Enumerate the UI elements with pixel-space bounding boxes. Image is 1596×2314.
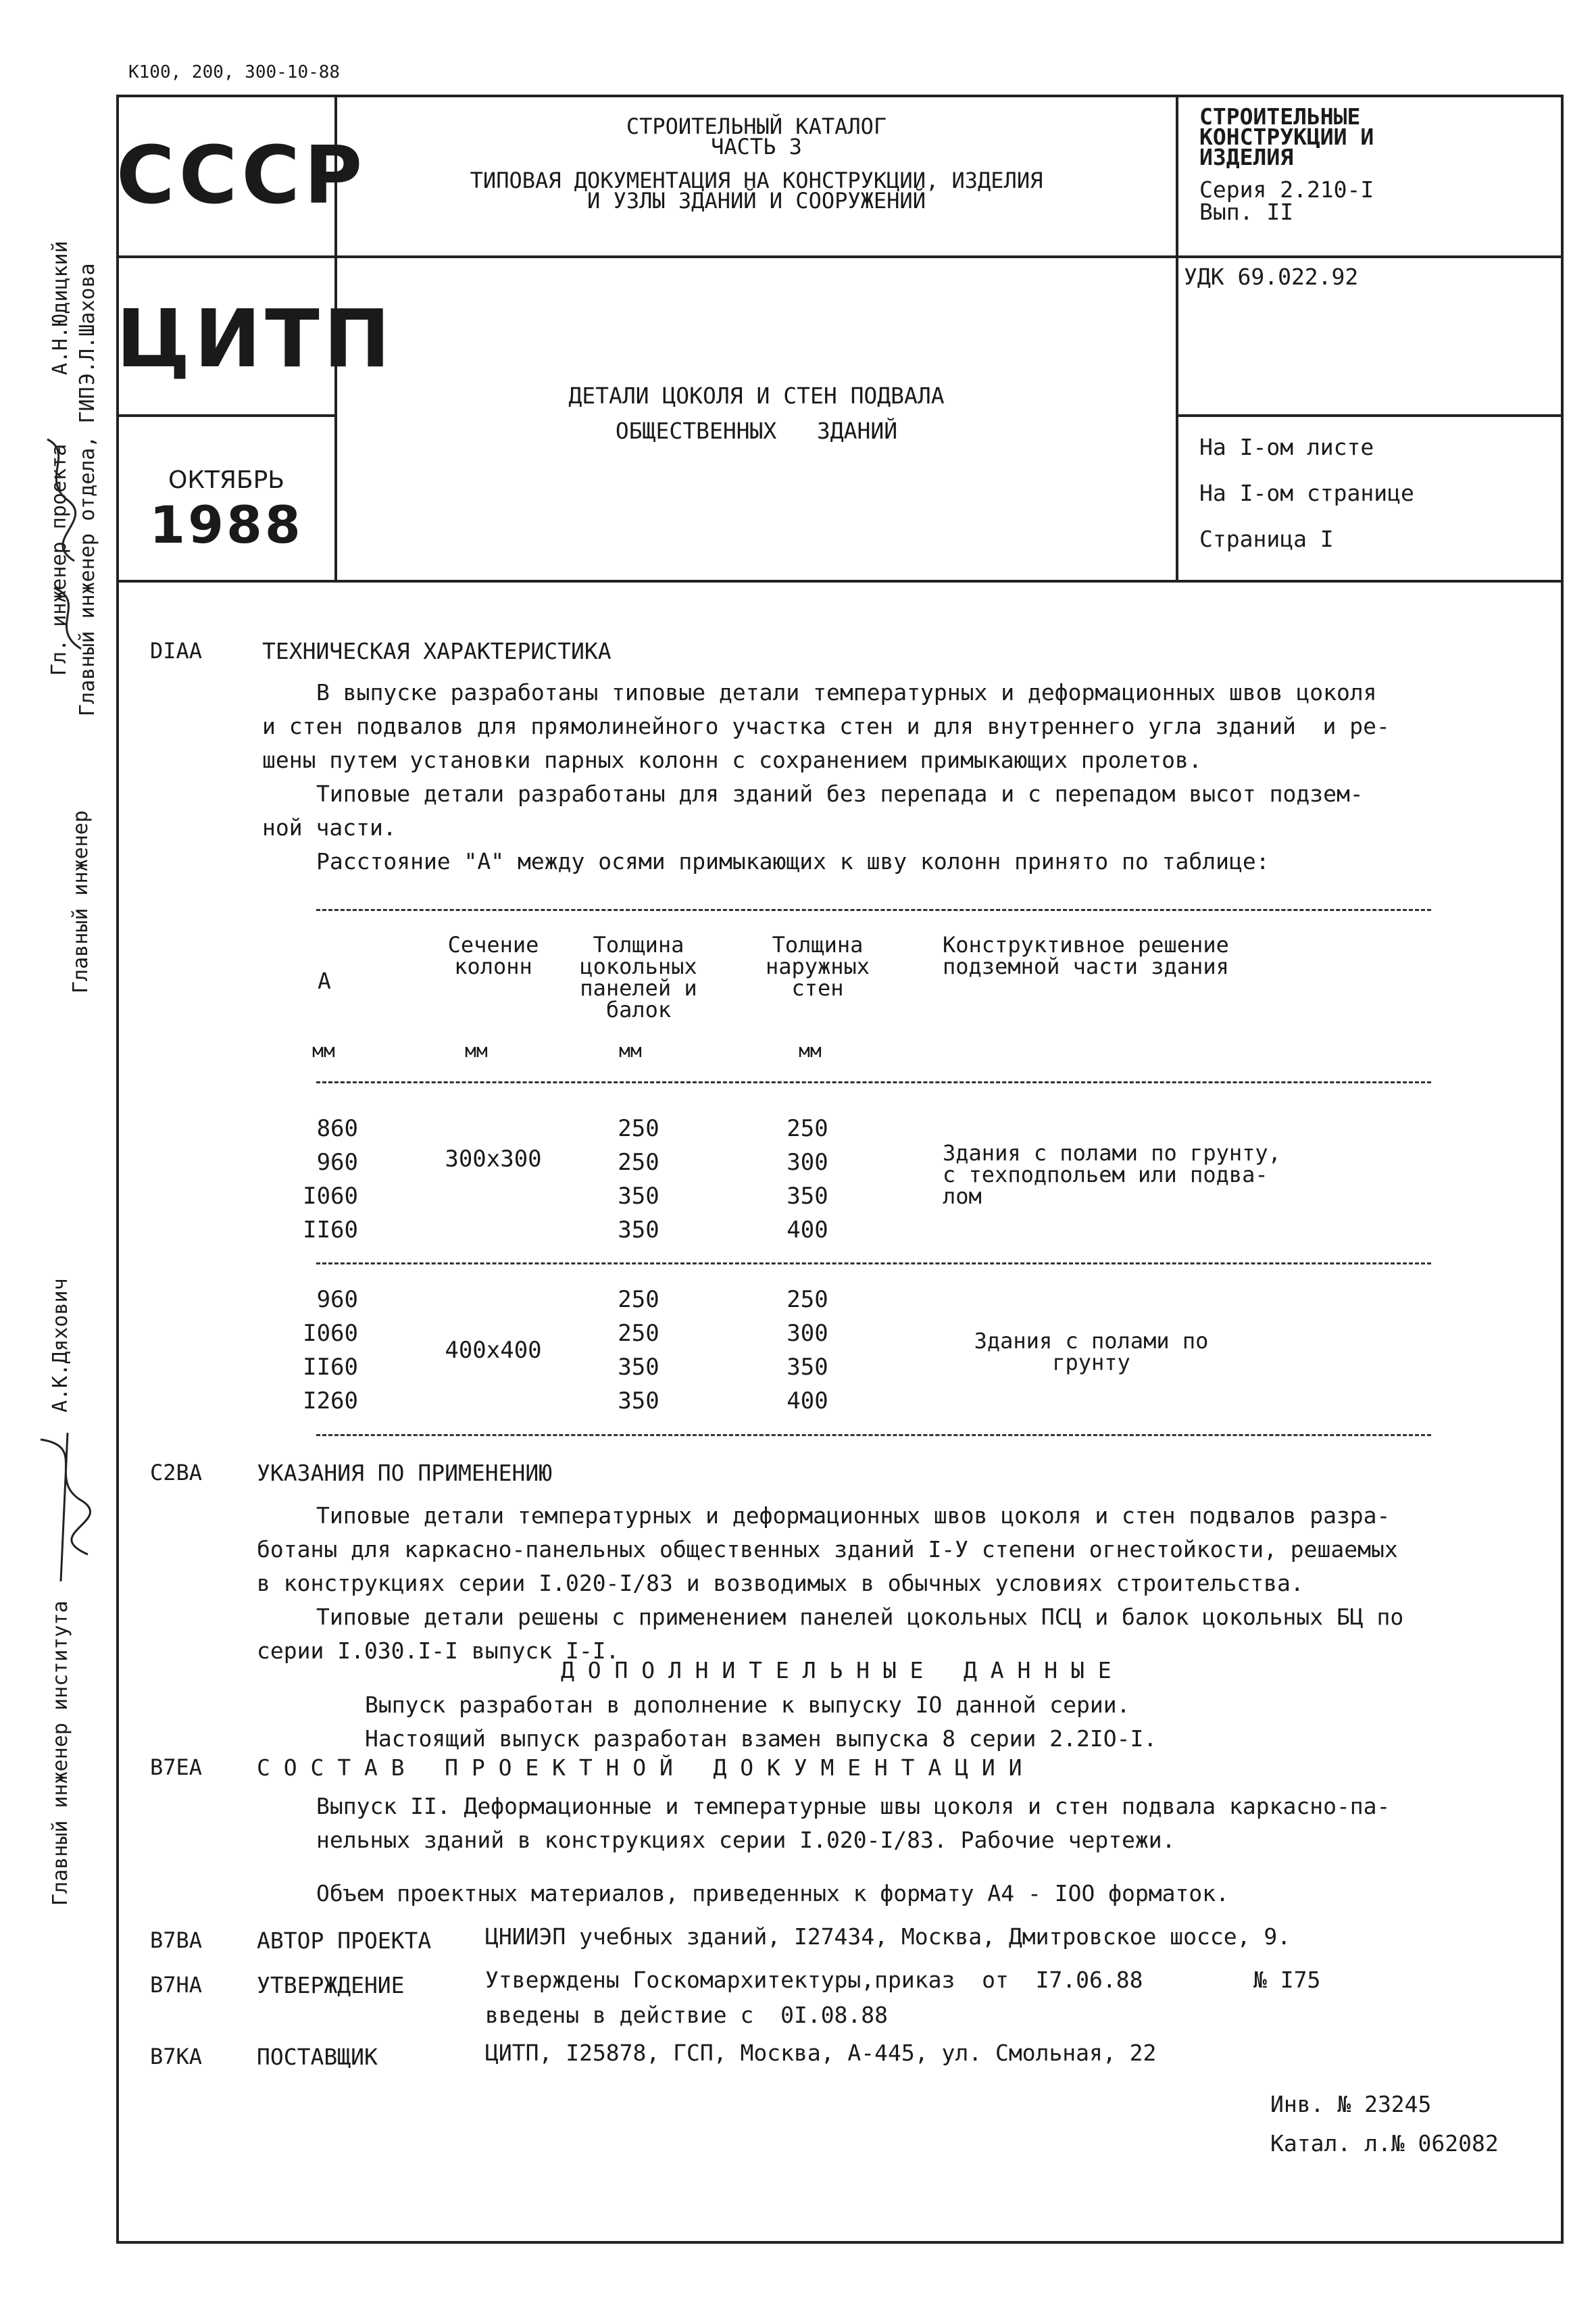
unit-label: мм [799,1039,822,1062]
side-label-dept-engineer: Главный инженер отдела, ГИП [76,387,99,716]
sheet-info-line: На I-ом странице [1199,480,1414,506]
group2-section: 400x400 [445,1337,542,1364]
text-line: ной части. [262,814,397,841]
table-cell: 250 [618,1320,659,1347]
section-code: B7KA [150,2044,203,2069]
sheet-info-line: Страница I [1199,526,1334,552]
group1-panels [588,1112,689,1247]
author-label: АВТОР ПРОЕКТА [257,1927,432,1954]
text-line: в конструкциях серии I.020-I/83 и возводимых в обычных условиях строительства. [257,1570,1304,1596]
side-name-shakhova: Э.Л.Шахова [76,263,99,385]
title-line: ДЕТАЛИ ЦОКОЛЯ И СТЕН ПОДВАЛА [568,383,945,409]
signature-top [27,426,115,683]
table-cell: 250 [787,1115,828,1142]
table-cell: 350 [618,1216,659,1244]
signature-bottom [27,1419,115,1595]
text-line: Типовые детали разработаны для зданий без перепада и с перепадом высот подзем- [316,781,1364,807]
table-cell: 250 [618,1115,659,1142]
document-code: К100, 200, 300-10-88 [128,62,341,82]
text-line: Типовые детали решены с применением панелей цокольных ПСЦ и балок цокольных БЦ по [316,1604,1404,1630]
date-month: ОКТЯБРЬ [168,466,284,494]
sheet-info-line: На I-ом листе [1199,434,1374,460]
citp-label: ЦИТП [116,292,395,385]
group1-walls [757,1112,858,1247]
table-header-solution: Конструктивное решение подземной части здания [943,932,1229,979]
table-cell: 960 [316,1149,358,1176]
table-rule [316,1262,1431,1264]
text-line: серии I.030.I-I выпуск I-I. [257,1638,620,1664]
unit-label: мм [312,1039,335,1062]
tech-paragraph [262,676,1390,879]
table-header-section: Сечение колонн [447,932,539,979]
group2-panels [588,1283,689,1418]
text-line: В выпуске разработаны типовые детали температурных и деформационных швов цоколя [316,679,1377,706]
table-cell: 400 [787,1387,828,1414]
section-title: ТЕХНИЧЕСКАЯ ХАРАКТЕРИСТИКА [262,638,612,664]
table-cell: I060 [303,1183,358,1210]
category-box [1199,103,1551,225]
text-line: Расстояние "А" между осями примыкающих к шву колонн принято по таблице: [316,848,1270,875]
udk-code: УДК 69.022.92 [1184,264,1359,290]
approval-order-number: № I75 [1253,1967,1321,1993]
table-cell: 250 [618,1286,659,1313]
title-line: ОБЩЕСТВЕННЫХ ЗДАНИЙ [615,418,898,444]
additional-paragraph [365,1688,1157,1756]
issue-number: Вып. II [1199,199,1294,225]
document-title [337,378,1176,449]
sheet-info [1199,434,1414,572]
category-line: ИЗДЕЛИЯ [1199,144,1294,170]
text-line: Настоящий выпуск разработан взамен выпуска 8 серии 2.2IO-I. [365,1725,1157,1752]
supplier-value: ЦИТП, I25878, ГСП, Москва, А-445, ул. Смольная, 22 [485,2040,1157,2066]
table-cell: 300 [787,1320,828,1347]
frame-left [116,95,119,2244]
side-label-project-engineer: Гл. инженер проекта [47,443,71,676]
group2-a-values [291,1283,358,1418]
table-cell: 350 [618,1387,659,1414]
section-title: С О С Т А В П Р О Е К Т Н О Й Д О К У М Е Н Т А Ц И И [257,1754,1022,1781]
table-cell: 350 [787,1183,828,1210]
group1-a-values [291,1112,358,1247]
frame-bottom [116,2241,1564,2244]
category-line: СТРОИТЕЛЬНЫЕ [1199,103,1361,130]
approval-value: Утверждены Госкомархитектуры,приказ от I7.06.88 [485,1967,1143,1993]
table-header-panels: Толщина цокольных панелей и балок [580,932,697,1023]
side-label-chief-engineer: Главный инженер [69,810,93,993]
unit-label: мм [465,1039,488,1062]
text-line: ботаны для каркасно-панельных общественных зданий I-У степени огнестойкости, решаемых [257,1536,1398,1562]
volume-line: Объем проектных материалов, приведенных к формату А4 - IOO форматок. [316,1880,1230,1906]
table-cell: 300 [787,1149,828,1176]
table-cell: 400 [787,1216,828,1244]
category-line: КОНСТРУКЦИИ И [1199,124,1374,150]
header-row-rule-3 [1176,414,1564,417]
catalog-sheet-number: Катал. л.№ 062082 [1270,2130,1499,2157]
section-code: DIAA [150,638,203,664]
table-cell: 960 [316,1286,358,1313]
additional-title: Д О П О Л Н И Т Е Л Ь Н Ы Е Д А Н Н Ы Е [561,1657,1112,1683]
catalog-line: И УЗЛЫ ЗДАНИЙ И СООРУЖЕНИЙ [587,188,926,214]
group2-walls [757,1283,858,1418]
application-paragraph [257,1499,1403,1668]
supplier-label: ПОСТАВЩИК [257,2044,378,2070]
author-value: ЦНИИЭП учебных зданий, I27434, Москва, Дмитровское шоссе, 9. [485,1923,1291,1950]
table-cell: II60 [303,1216,358,1244]
side-name-yuditsky: А.Н.Юдицкий [49,241,72,375]
catalog-line: ЧАСТЬ 3 [711,134,802,159]
section-title: УКАЗАНИЯ ПО ПРИМЕНЕНИЮ [257,1460,553,1486]
catalog-line: ТИПОВАЯ ДОКУМЕНТАЦИЯ НА КОНСТРУКЦИИ, ИЗДЕЛИЯ [470,168,1043,193]
table-cell: 250 [618,1149,659,1176]
header-col-rule-2 [1176,95,1178,581]
text-line: Типовые детали температурных и деформационных швов цоколя и стен подвалов разра- [316,1502,1391,1529]
group2-solution: Здания с полами по грунту [974,1328,1209,1375]
table-header-a: А [318,968,331,994]
inventory-number: Инв. № 23245 [1270,2091,1432,2117]
table-rule [316,909,1431,911]
text-line: Выпуск II. Деформационные и температурные швы цоколя и стен подвала каркасно-па- [316,1793,1391,1819]
series-number: Серия 2.210-I [1199,176,1374,203]
header-bottom-rule [116,580,1564,583]
approval-label: УТВЕРЖДЕНИЕ [257,1972,405,1998]
approval-effective: введены в действие с 0I.08.88 [485,2002,889,2028]
section-code: B7HA [150,1972,203,1998]
header-row-rule-2 [116,414,336,417]
composition-paragraph [316,1790,1390,1857]
table-header-walls: Толщина наружных стен [765,932,870,1001]
table-cell: 860 [316,1115,358,1142]
side-name-dyakhovich: А.К.Дяхович [49,1278,72,1412]
catalog-heading [337,114,1176,214]
group1-section: 300x300 [445,1146,542,1173]
ussr-label: СССР [116,128,367,222]
unit-label: мм [619,1039,642,1062]
table-cell: II60 [303,1354,358,1381]
text-line: Выпуск разработан в дополнение к выпуску IO данной серии. [365,1692,1130,1718]
table-cell: 250 [787,1286,828,1313]
section-code: C2BA [150,1460,203,1485]
side-label-institute-engineer: Главный инженер института [49,1600,72,1906]
table-cell: 350 [787,1354,828,1381]
date-year: 1988 [149,495,303,555]
frame-top [116,95,1564,97]
table-rule [316,1434,1431,1436]
table-rule [316,1081,1431,1083]
group1-solution: Здания с полами по грунту, с техподпольем или подва- лом [943,1140,1281,1209]
frame-right [1561,95,1564,2244]
text-line: нельных зданий в конструкциях серии I.020-I/83. Рабочие чертежи. [316,1827,1176,1853]
text-line: и стен подвалов для прямолинейного участка стен и для внутреннего угла зданий и ре- [262,713,1390,739]
table-cell: 350 [618,1183,659,1210]
table-cell: I060 [303,1320,358,1347]
section-code: B7EA [150,1754,203,1780]
catalog-line: СТРОИТЕЛЬНЫЙ КАТАЛОГ [626,114,887,139]
table-cell: 350 [618,1354,659,1381]
table-cell: I260 [303,1387,358,1414]
header-row-rule-1 [116,255,1564,258]
section-code: B7BA [150,1927,203,1953]
text-line: шены путем установки парных колонн с сохранением примыкающих пролетов. [262,747,1202,773]
